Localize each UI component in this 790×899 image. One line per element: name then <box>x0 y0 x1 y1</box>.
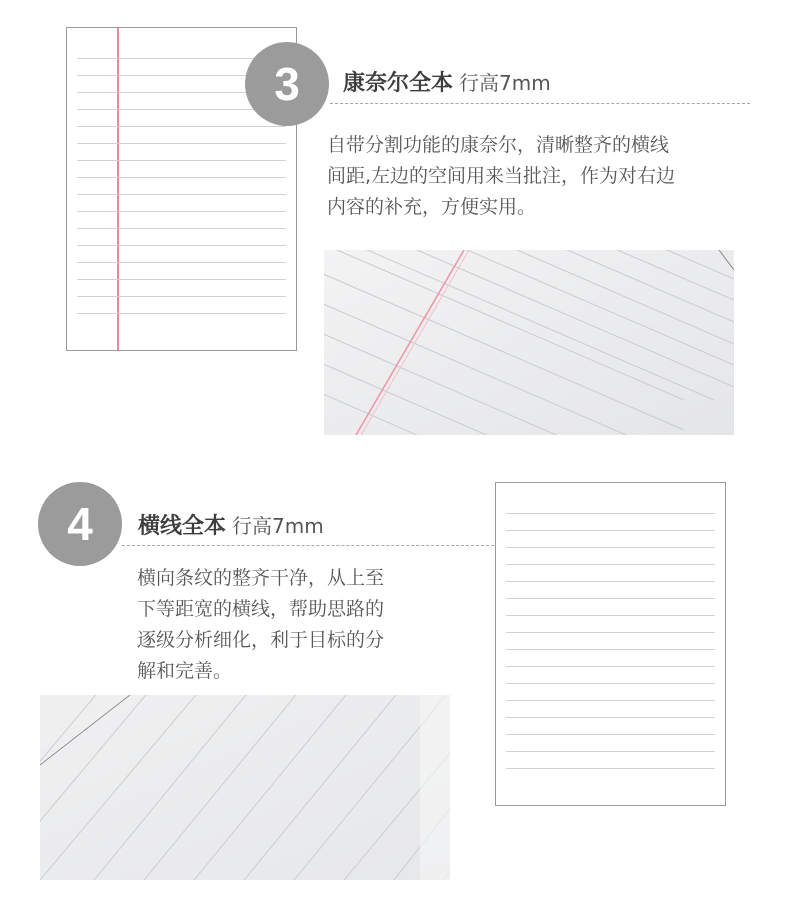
section-4-title: 横线全本 <box>138 514 227 539</box>
ruled-paper-photo <box>40 695 450 880</box>
desc-line: 自带分割功能的康奈尔，清晰整齐的横线 <box>327 134 670 156</box>
cornell-paper-photo <box>324 250 734 435</box>
desc-line: 下等距宽的横线，帮助思路的 <box>137 598 385 620</box>
section-4-number-badge: 4 <box>38 482 122 566</box>
section-3-line-height: 行高7mm <box>459 71 551 95</box>
desc-line: 逐级分析细化，利于目标的分 <box>137 629 385 651</box>
desc-line: 横向条纹的整齐干净，从上至 <box>137 567 385 589</box>
section-3-number-badge: 3 <box>245 42 329 126</box>
section-4-heading <box>138 509 324 540</box>
desc-line: 间距,左边的空间用来当批注，作为对右边 <box>327 165 676 187</box>
section-4-line-height: 行高7mm <box>232 514 324 538</box>
cornell-margin-line <box>117 28 119 350</box>
section-3-title: 康奈尔全本 <box>343 71 454 96</box>
section-3-description <box>327 130 747 223</box>
desc-line: 内容的补充，方便实用。 <box>327 196 537 218</box>
desc-line: 解和完善。 <box>137 660 233 682</box>
section-4-description <box>137 563 437 687</box>
section-4-divider <box>122 545 494 546</box>
ruled-page-illustration <box>495 482 726 806</box>
section-3-divider <box>330 103 750 104</box>
section-3-heading <box>343 66 551 97</box>
